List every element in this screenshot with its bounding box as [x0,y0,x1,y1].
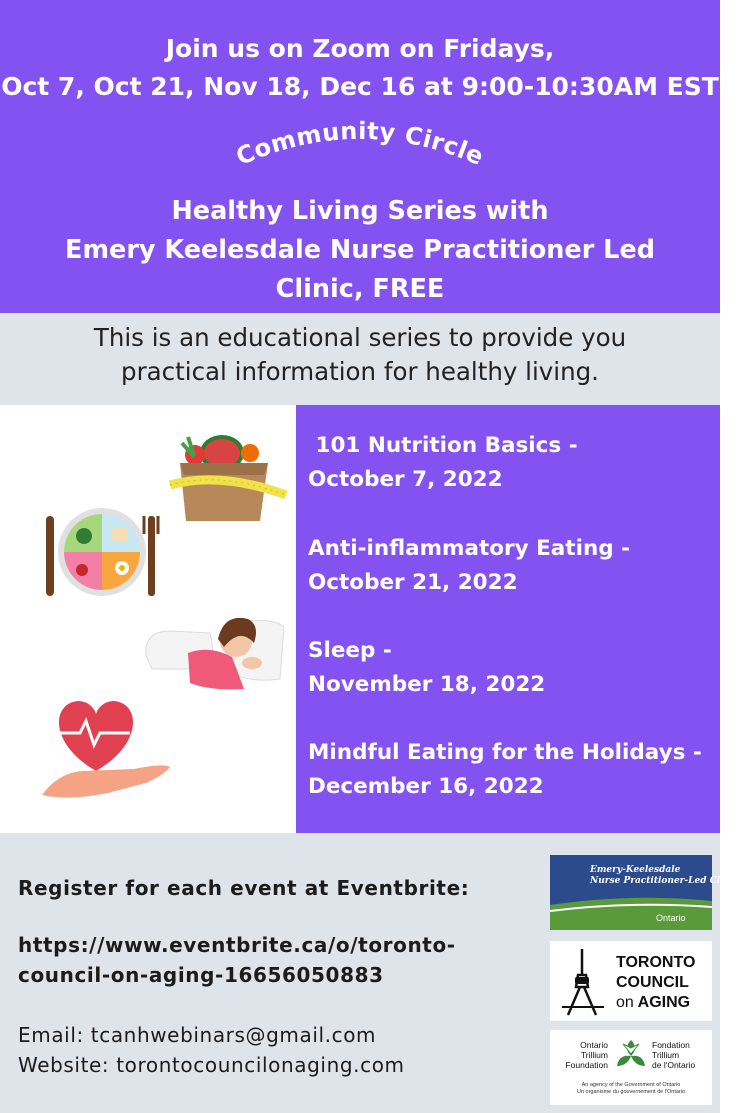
topics-section [0,405,720,833]
register-heading: Register for each event at Eventbrite: [18,876,470,900]
topic-title: 101 Nutrition Basics - [308,433,578,458]
topic-item [308,634,545,702]
topic-title: Anti-inflammatory Eating - [308,536,631,561]
otf-left-1: Ontario [580,1040,608,1050]
illustrations-panel [0,405,296,833]
topic-date: December 16, 2022 [308,774,544,799]
ek-logo-swoosh [550,895,712,930]
sleeping-woman-icon [140,603,288,693]
otf-right-3: de l'Ontario [652,1060,696,1070]
series-line-1: Healthy Living Series with [171,196,549,226]
heart-hand-icon [38,693,178,803]
zoom-schedule [0,30,720,106]
eventbrite-url-line-1[interactable]: https://www.eventbrite.ca/o/toronto- [18,933,456,957]
series-line-3: Clinic, FREE [275,274,445,304]
contact-email[interactable]: Email: tcanhwebinars@gmail.com [18,1023,377,1047]
topic-item [308,736,702,804]
svg-text:Community Circle [232,117,488,171]
otf-agency-en: An agency of the Government of Ontario [581,1082,681,1088]
ek-logo-line-2: Nurse Practitioner-Led Clinic [590,876,739,886]
topic-title: Mindful Eating for the Holidays - [308,740,702,765]
otf-agency-fr: Un organisme du gouvernement de l'Ontario [576,1089,686,1095]
header-banner [0,0,720,313]
food-plate-icon [36,500,166,600]
topics-panel [296,405,720,833]
topic-date: October 7, 2022 [308,467,503,492]
contact-website[interactable]: Website: torontocouncilonaging.com [18,1053,405,1077]
otf-right-2: Trillium [652,1050,680,1060]
topic-title: Sleep - [308,638,392,663]
join-line-2: Oct 7, Oct 21, Nov 18, Dec 16 at 9:00-10:30AM EST [1,72,719,101]
community-circle-title [190,105,530,195]
toronto-council-on-aging-logo [550,941,712,1021]
registration-section [0,833,739,1113]
series-line-2: Emery Keelesdale Nurse Practitioner Led [65,235,655,265]
topic-date: October 21, 2022 [308,570,518,595]
intro-line-1: This is an educational series to provide you [93,323,627,352]
otf-right-1: Fondation [652,1040,690,1050]
trillium-flower-icon [613,1036,649,1072]
otf-left-2: Trillium [580,1050,608,1060]
tca-line-1: TORONTO [616,954,696,971]
intro-band [0,313,720,405]
emery-keelesdale-logo [550,855,739,930]
otf-left-3: Foundation [565,1060,608,1070]
ek-ontario-label: Ontario [656,913,686,923]
topic-item [308,532,630,600]
join-line-1: Join us on Zoom on Fridays, [165,34,555,63]
cn-tower-icon [560,947,606,1017]
eventbrite-link[interactable] [18,930,456,990]
ontario-trillium-foundation-logo [550,1030,712,1105]
eventbrite-url-line-2[interactable]: council-on-aging-16656050883 [18,963,384,987]
topic-date: November 18, 2022 [308,672,546,697]
tca-line-2: COUNCIL [616,974,689,991]
grocery-bag-icon [160,423,290,523]
tca-aging: AGING [637,994,691,1011]
series-title [0,192,720,309]
topic-item [308,429,578,497]
ek-logo-line-1: Emery-Keelesdale [590,865,681,875]
tca-on: on [616,994,634,1011]
intro-line-2: practical information for healthy living. [121,357,599,386]
community-circle-text: Community Circle [232,116,488,172]
